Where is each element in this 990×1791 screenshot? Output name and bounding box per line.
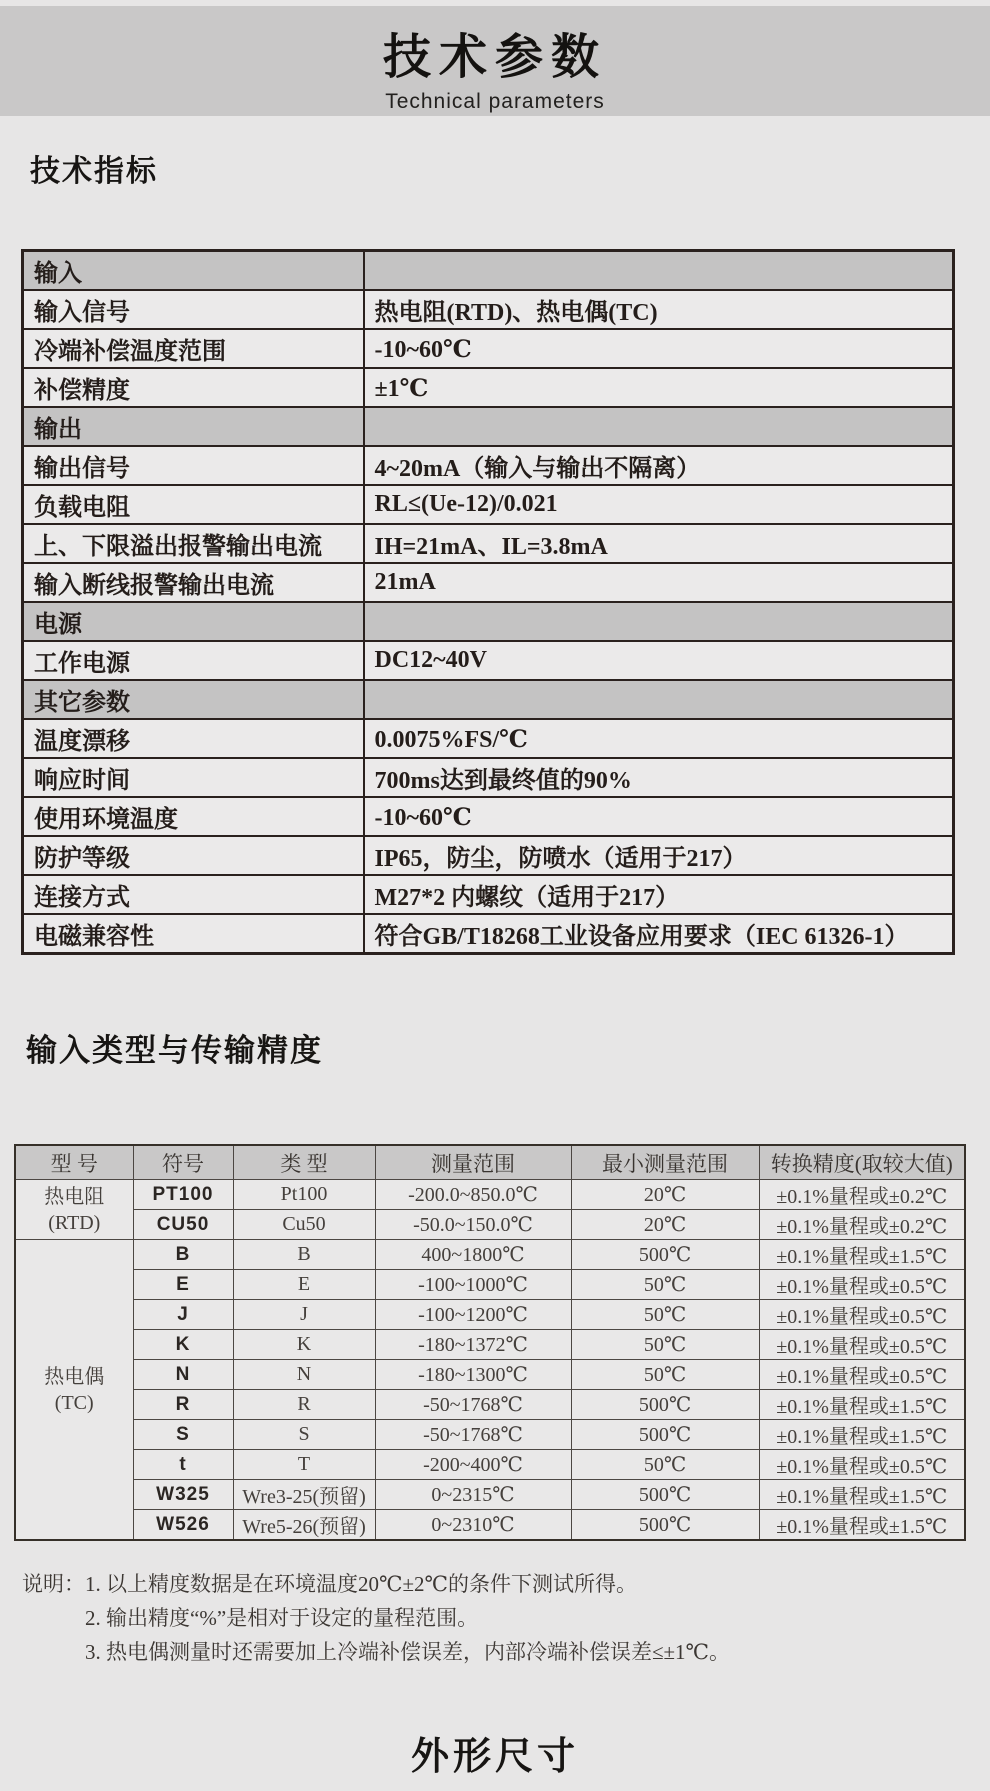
- io-range: -100~1000℃: [375, 1270, 571, 1300]
- spec-row: [23, 758, 954, 797]
- spec-row: [23, 485, 954, 524]
- io-symbol: R: [133, 1390, 233, 1420]
- io-symbol: W526: [133, 1510, 233, 1541]
- spec-row: [23, 875, 954, 914]
- io-min-range: 500℃: [571, 1480, 759, 1510]
- spec-row: [23, 797, 954, 836]
- spec-label: 输入断线报警输出电流: [23, 563, 364, 602]
- io-symbol: CU50: [133, 1210, 233, 1240]
- spec-label: 防护等级: [23, 836, 364, 875]
- io-row: [15, 1210, 965, 1240]
- io-header-type: 类 型: [233, 1145, 375, 1180]
- spec-section-row: [23, 251, 954, 291]
- spec-value: M27*2 内螺纹（适用于217）: [364, 875, 954, 914]
- io-type: Pt100: [233, 1180, 375, 1210]
- spec-row: [23, 524, 954, 563]
- spec-value: ±1℃: [364, 368, 954, 407]
- io-row: [15, 1450, 965, 1480]
- model-name: 热电阻: [44, 1185, 105, 1208]
- io-row: [15, 1390, 965, 1420]
- io-table: [14, 1144, 966, 1541]
- io-row: [15, 1330, 965, 1360]
- spec-value: 4~20mA（输入与输出不隔离）: [364, 446, 954, 485]
- spec-value: -10~60℃: [364, 797, 954, 836]
- io-type: E: [233, 1270, 375, 1300]
- spec-value: 700ms达到最终值的90%: [364, 758, 954, 797]
- spec-row: [23, 368, 954, 407]
- io-row: [15, 1360, 965, 1390]
- io-accuracy: ±0.1%量程或±0.5℃: [759, 1360, 965, 1390]
- spec-label: 使用环境温度: [23, 797, 364, 836]
- io-symbol: S: [133, 1420, 233, 1450]
- io-min-range: 50℃: [571, 1360, 759, 1390]
- io-header-symbol: 符号: [133, 1145, 233, 1180]
- spec-value: 21mA: [364, 563, 954, 602]
- io-range: -180~1372℃: [375, 1330, 571, 1360]
- spec-value: 0.0075%FS/℃: [364, 719, 954, 758]
- model-name: 热电偶: [44, 1365, 105, 1388]
- spec-label: 响应时间: [23, 758, 364, 797]
- spec-section-row: [23, 407, 954, 446]
- io-min-range: 500℃: [571, 1510, 759, 1541]
- notes-items: [85, 1567, 730, 1669]
- io-type: S: [233, 1420, 375, 1450]
- io-min-range: 50℃: [571, 1270, 759, 1300]
- io-range: -50~1768℃: [375, 1390, 571, 1420]
- io-accuracy: ±0.1%量程或±1.5℃: [759, 1510, 965, 1541]
- page-subtitle: Technical parameters: [385, 90, 605, 113]
- spec-section-value: [364, 251, 954, 291]
- io-range: 0~2310℃: [375, 1510, 571, 1541]
- io-accuracy: ±0.1%量程或±1.5℃: [759, 1390, 965, 1420]
- io-row: [15, 1480, 965, 1510]
- page-title: 技术参数: [382, 31, 607, 84]
- spec-section-value: [364, 407, 954, 446]
- io-header-accuracy: 转换精度(取较大值): [759, 1145, 965, 1180]
- spec-label: 补偿精度: [23, 368, 364, 407]
- section-heading-dimensions: 外形尺寸: [410, 1736, 579, 1778]
- io-row: [15, 1240, 965, 1270]
- io-accuracy: ±0.1%量程或±0.5℃: [759, 1450, 965, 1480]
- io-symbol: N: [133, 1360, 233, 1390]
- io-type: Wre5-26(预留): [233, 1510, 375, 1541]
- io-type: T: [233, 1450, 375, 1480]
- io-row: [15, 1180, 965, 1210]
- spec-row: [23, 446, 954, 485]
- io-accuracy: ±0.1%量程或±1.5℃: [759, 1480, 965, 1510]
- io-header-min-range: 最小测量范围: [571, 1145, 759, 1180]
- spec-label: 连接方式: [23, 875, 364, 914]
- spec-label: 工作电源: [23, 641, 364, 680]
- spec-row: [23, 329, 954, 368]
- io-accuracy: ±0.1%量程或±0.2℃: [759, 1210, 965, 1240]
- io-range: 0~2315℃: [375, 1480, 571, 1510]
- spec-label: 输出信号: [23, 446, 364, 485]
- spec-section-label: 输出: [23, 407, 364, 446]
- spec-row: [23, 563, 954, 602]
- io-accuracy: ±0.1%量程或±0.5℃: [759, 1330, 965, 1360]
- spec-label: 上、下限溢出报警输出电流: [23, 524, 364, 563]
- io-type: N: [233, 1360, 375, 1390]
- io-type: R: [233, 1390, 375, 1420]
- io-header-row: [15, 1145, 965, 1180]
- model-group-rtd: [15, 1180, 133, 1240]
- note-item: 1. 以上精度数据是在环境温度20℃±2℃的条件下测试所得。: [85, 1572, 638, 1596]
- io-min-range: 500℃: [571, 1420, 759, 1450]
- io-min-range: 500℃: [571, 1240, 759, 1270]
- spec-row: [23, 719, 954, 758]
- spec-row: [23, 836, 954, 875]
- note-item: 2. 输出精度“%”是相对于设定的量程范围。: [85, 1606, 479, 1630]
- model-group-tc: [15, 1240, 133, 1541]
- io-header-model: 型 号: [15, 1145, 133, 1180]
- spec-row: [23, 641, 954, 680]
- spec-value: IH=21mA、IL=3.8mA: [364, 524, 954, 563]
- io-type: K: [233, 1330, 375, 1360]
- note-item: 3. 热电偶测量时还需要加上冷端补偿误差，内部冷端补偿误差≤±1℃。: [85, 1640, 731, 1664]
- io-row: [15, 1300, 965, 1330]
- io-min-range: 20℃: [571, 1180, 759, 1210]
- io-symbol: PT100: [133, 1180, 233, 1210]
- spec-table: [21, 249, 955, 955]
- spec-value: DC12~40V: [364, 641, 954, 680]
- io-min-range: 50℃: [571, 1330, 759, 1360]
- io-accuracy: ±0.1%量程或±1.5℃: [759, 1420, 965, 1450]
- notes-prefix: 说明：: [22, 1572, 85, 1596]
- io-row: [15, 1420, 965, 1450]
- io-range: -50.0~150.0℃: [375, 1210, 571, 1240]
- spec-section-row: [23, 602, 954, 641]
- io-accuracy: ±0.1%量程或±0.5℃: [759, 1270, 965, 1300]
- spec-value: RL≤(Ue-12)/0.021: [364, 485, 954, 524]
- spec-row: [23, 290, 954, 329]
- io-symbol: t: [133, 1450, 233, 1480]
- spec-label: 输入信号: [23, 290, 364, 329]
- spec-label: 冷端补偿温度范围: [23, 329, 364, 368]
- io-range: -50~1768℃: [375, 1420, 571, 1450]
- spec-row: [23, 914, 954, 954]
- io-row: [15, 1510, 965, 1541]
- io-type: Wre3-25(预留): [233, 1480, 375, 1510]
- spec-section-label: 其它参数: [23, 680, 364, 719]
- io-symbol: B: [133, 1240, 233, 1270]
- io-min-range: 50℃: [571, 1300, 759, 1330]
- io-symbol: J: [133, 1300, 233, 1330]
- io-symbol: E: [133, 1270, 233, 1300]
- spec-section-value: [364, 680, 954, 719]
- io-symbol: K: [133, 1330, 233, 1360]
- section-heading-tech-specs: 技术指标: [30, 155, 158, 188]
- io-range: -200.0~850.0℃: [375, 1180, 571, 1210]
- io-accuracy: ±0.1%量程或±0.5℃: [759, 1300, 965, 1330]
- io-accuracy: ±0.1%量程或±0.2℃: [759, 1180, 965, 1210]
- spec-value: 符合GB/T18268工业设备应用要求（IEC 61326-1）: [364, 914, 954, 954]
- spec-section-row: [23, 680, 954, 719]
- spec-value: -10~60℃: [364, 329, 954, 368]
- io-min-range: 50℃: [571, 1450, 759, 1480]
- page-header: [0, 6, 990, 116]
- spec-section-label: 输入: [23, 251, 364, 291]
- model-sub: (TC): [54, 1391, 94, 1414]
- io-row: [15, 1270, 965, 1300]
- spec-section-value: [364, 602, 954, 641]
- io-type: B: [233, 1240, 375, 1270]
- io-range: 400~1800℃: [375, 1240, 571, 1270]
- spec-label: 温度漂移: [23, 719, 364, 758]
- model-sub: (RTD): [48, 1211, 101, 1234]
- io-accuracy: ±0.1%量程或±1.5℃: [759, 1240, 965, 1270]
- spec-label: 负载电阻: [23, 485, 364, 524]
- spec-label: 电磁兼容性: [23, 914, 364, 954]
- io-symbol: W325: [133, 1480, 233, 1510]
- notes: [22, 1567, 990, 1669]
- spec-value: IP65，防尘，防喷水（适用于217）: [364, 836, 954, 875]
- spec-section-label: 电源: [23, 602, 364, 641]
- spec-value: 热电阻(RTD)、热电偶(TC): [364, 290, 954, 329]
- io-range: -100~1200℃: [375, 1300, 571, 1330]
- io-range: -180~1300℃: [375, 1360, 571, 1390]
- section-heading-input-types: 输入类型与传输精度: [26, 1033, 323, 1068]
- io-range: -200~400℃: [375, 1450, 571, 1480]
- io-type: Cu50: [233, 1210, 375, 1240]
- io-header-range: 测量范围: [375, 1145, 571, 1180]
- io-min-range: 20℃: [571, 1210, 759, 1240]
- io-min-range: 500℃: [571, 1390, 759, 1420]
- io-type: J: [233, 1300, 375, 1330]
